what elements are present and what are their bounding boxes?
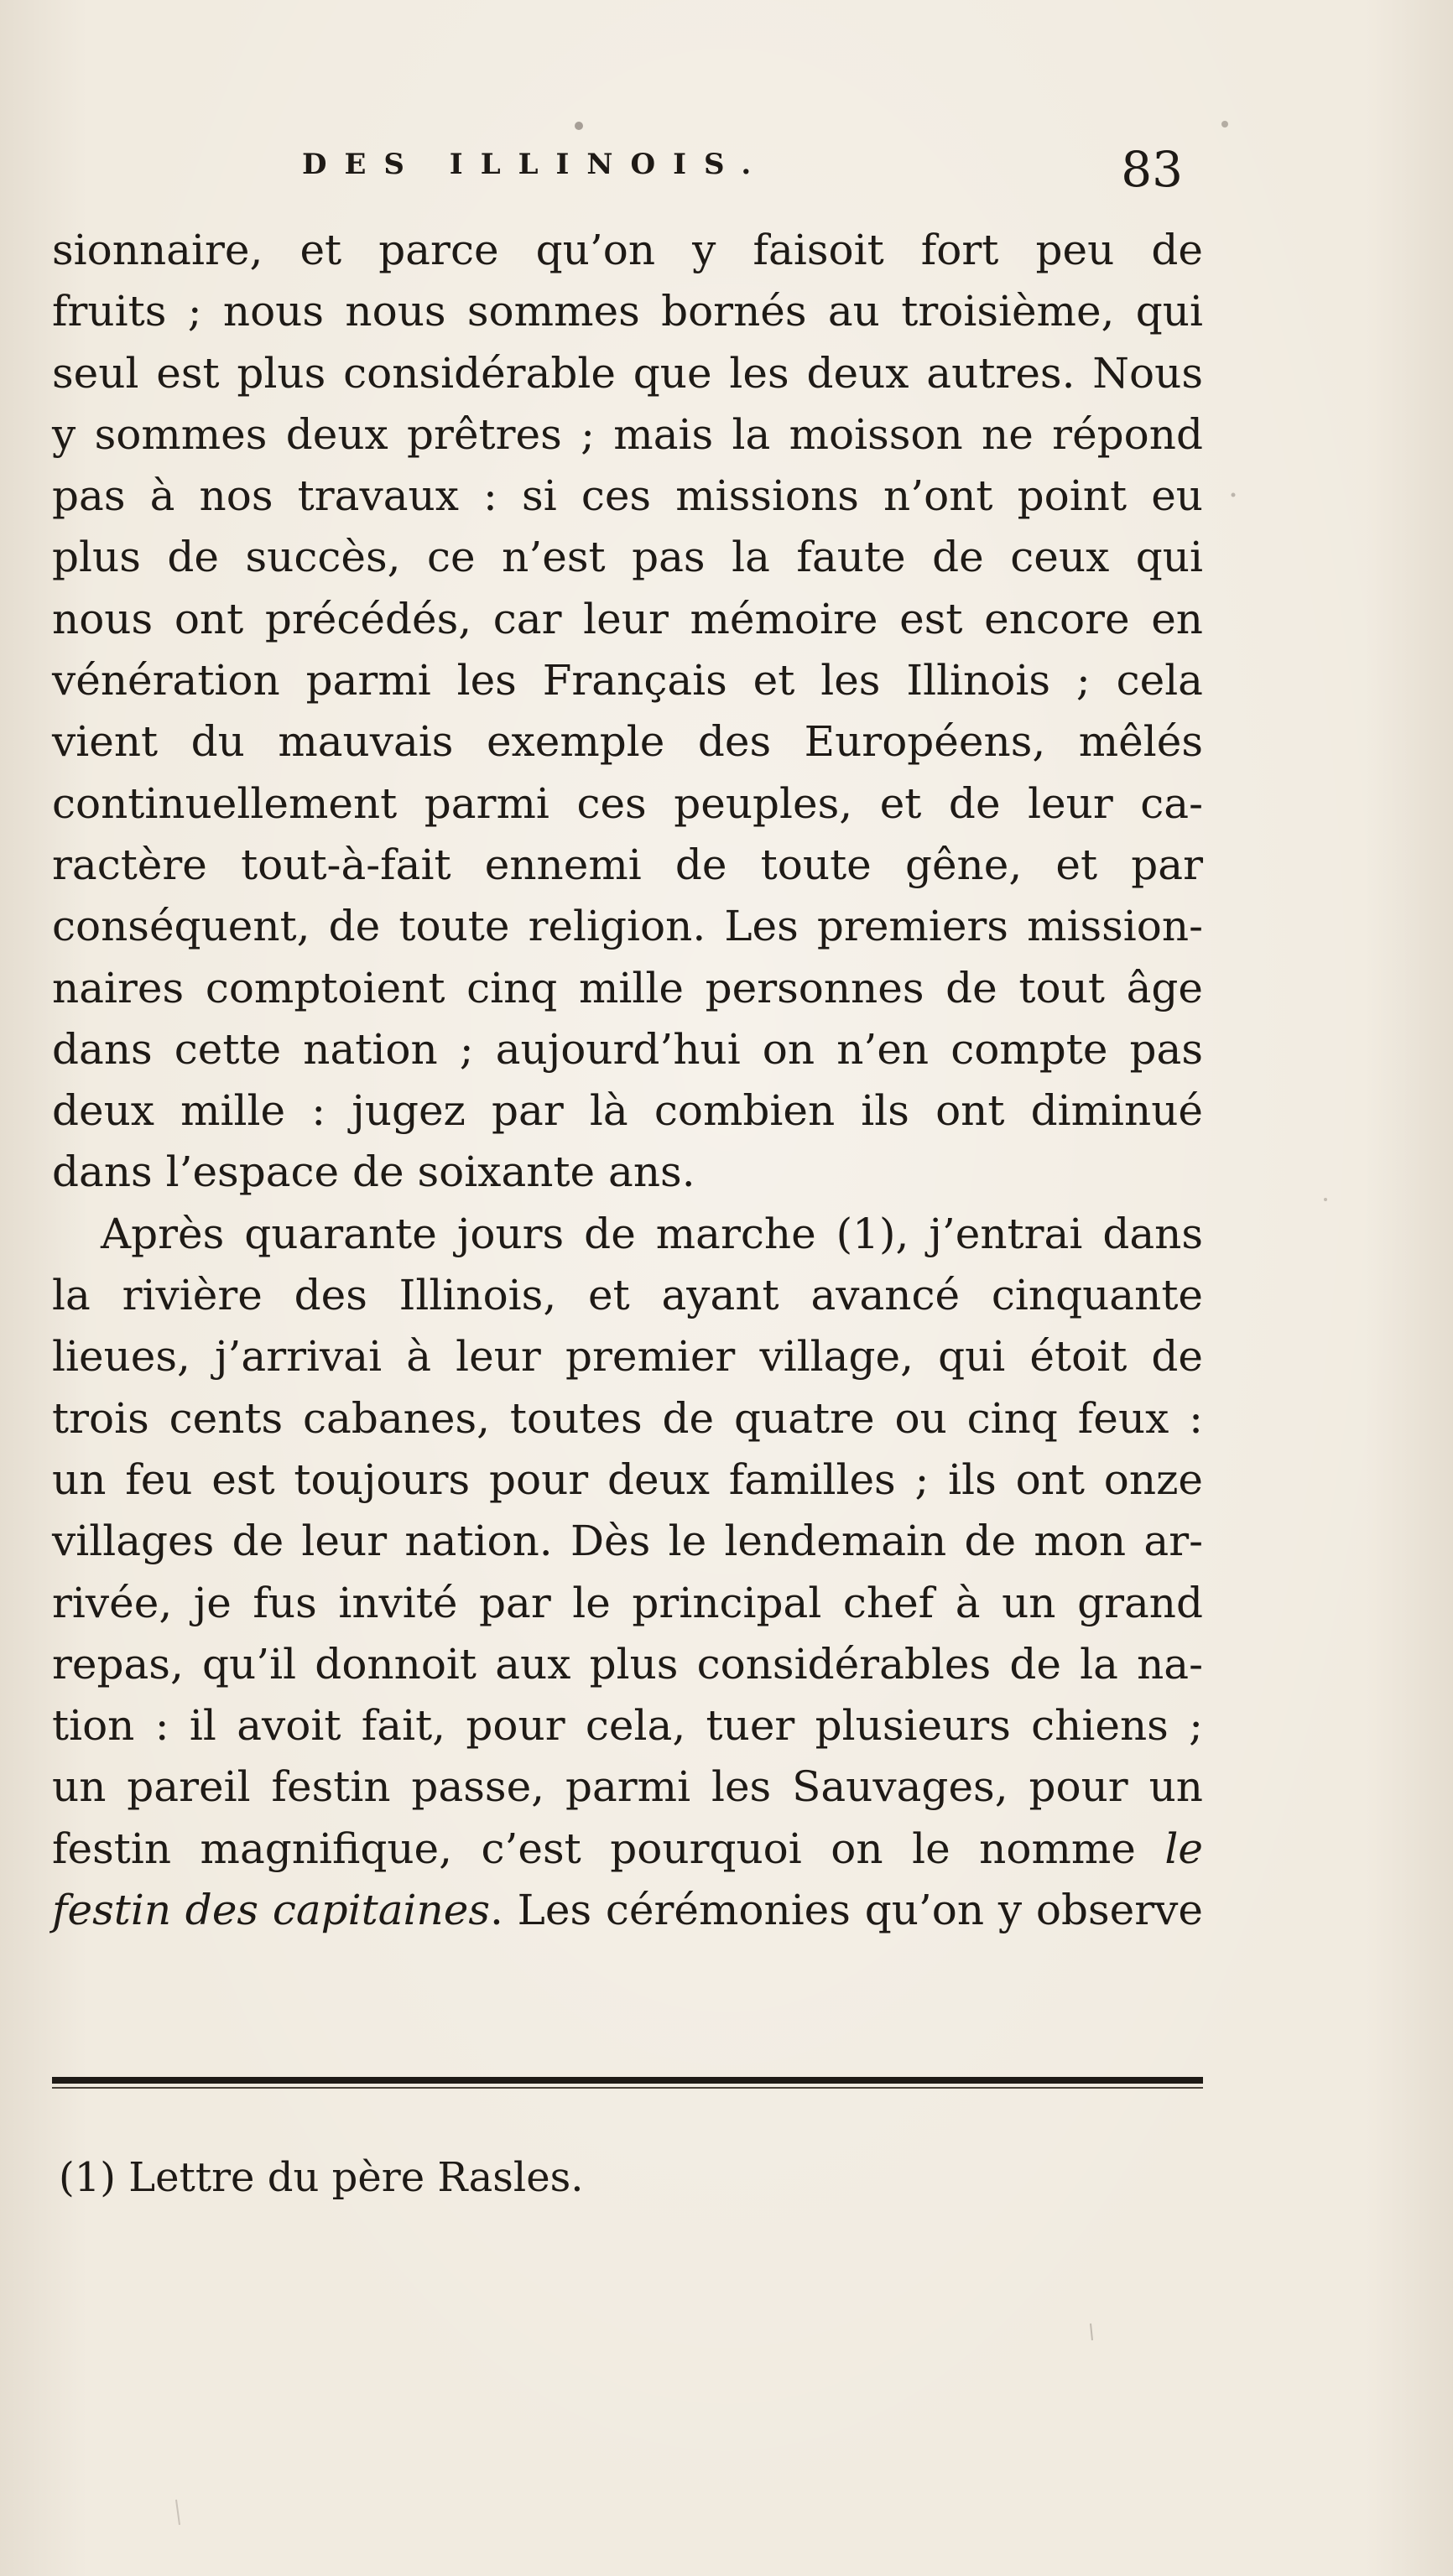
text-line: rivée, je fus invité par le principal chef à un grand: [52, 1578, 1203, 1627]
text-line: fruits ; nous nous sommes bornés au troisième, qui: [52, 287, 1203, 336]
text-line: sionnaire, et parce qu’on y faisoit fort peu de: [52, 226, 1203, 274]
text-line-rest: . Les cérémonies qu’on y observe: [490, 1886, 1203, 1935]
text-line: deux mille : jugez par là combien ils ont diminué: [52, 1086, 1203, 1136]
italic-phrase-end: festin des capitaines: [52, 1886, 490, 1935]
running-title: DES ILLINOIS.: [302, 148, 769, 181]
text-line: repas, qu’il donnoit aux plus considérables de la na-: [52, 1639, 1203, 1689]
text-line: lieues, j’arrivai à leur premier village, qui étoit de: [52, 1332, 1203, 1382]
paragraph-start-line: Après quarante jours de marche (1), j’entrai dans: [101, 1209, 1203, 1258]
page-number: 83: [1121, 141, 1183, 198]
text-line: nous ont précédés, car leur mémoire est encore en: [52, 594, 1203, 643]
text-line: un pareil festin passe, parmi les Sauvages, pour un: [52, 1762, 1203, 1812]
text-line: ractère tout-à-fait ennemi de toute gêne, et par: [52, 840, 1203, 889]
paragraph-end-line: dans l’espace de soixante ans.: [52, 1147, 695, 1197]
text-line: tion : il avoit fait, pour cela, tuer plusieurs chiens ;: [52, 1701, 1203, 1751]
text-line: y sommes deux prêtres ; mais la moisson ne répond: [52, 409, 1203, 459]
text-line: pas à nos travaux : si ces missions n’ont point eu: [52, 471, 1203, 521]
text-line: villages de leur nation. Dès le lendemain de mon ar-: [52, 1517, 1203, 1566]
text-line: la rivière des Illinois, et ayant avancé cinquante: [52, 1271, 1203, 1320]
text-line: plus de succès, ce n’est pas la faute de ceux qui: [52, 533, 1203, 582]
text-line: dans cette nation ; aujourd’hui on n’en compte pas: [52, 1024, 1203, 1074]
italic-phrase-start: le: [1164, 1824, 1203, 1873]
text-line: naires comptoient cinq mille personnes de tout âge: [52, 963, 1203, 1012]
text-line: vient du mauvais exemple des Européens, mêlés: [52, 717, 1203, 767]
text-line: conséquent, de toute religion. Les premiers mission-: [52, 902, 1203, 951]
footnote: (1) Lettre du père Rasles.: [59, 2154, 584, 2201]
text-line: trois cents cabanes, toutes de quatre ou cinq feux :: [52, 1393, 1203, 1443]
text-line: seul est plus considérable que les deux autres. Nous: [52, 348, 1203, 398]
text-line: vénération parmi les Français et les Illinois ; cela: [52, 656, 1203, 705]
text-line: un feu est toujours pour deux familles ; ils ont onze: [52, 1455, 1203, 1504]
text-line-start: festin magnifique, c’est pourquoi on le nomme: [52, 1824, 1136, 1873]
text-line: continuellement parmi ces peuples, et de leur ca-: [52, 778, 1203, 828]
